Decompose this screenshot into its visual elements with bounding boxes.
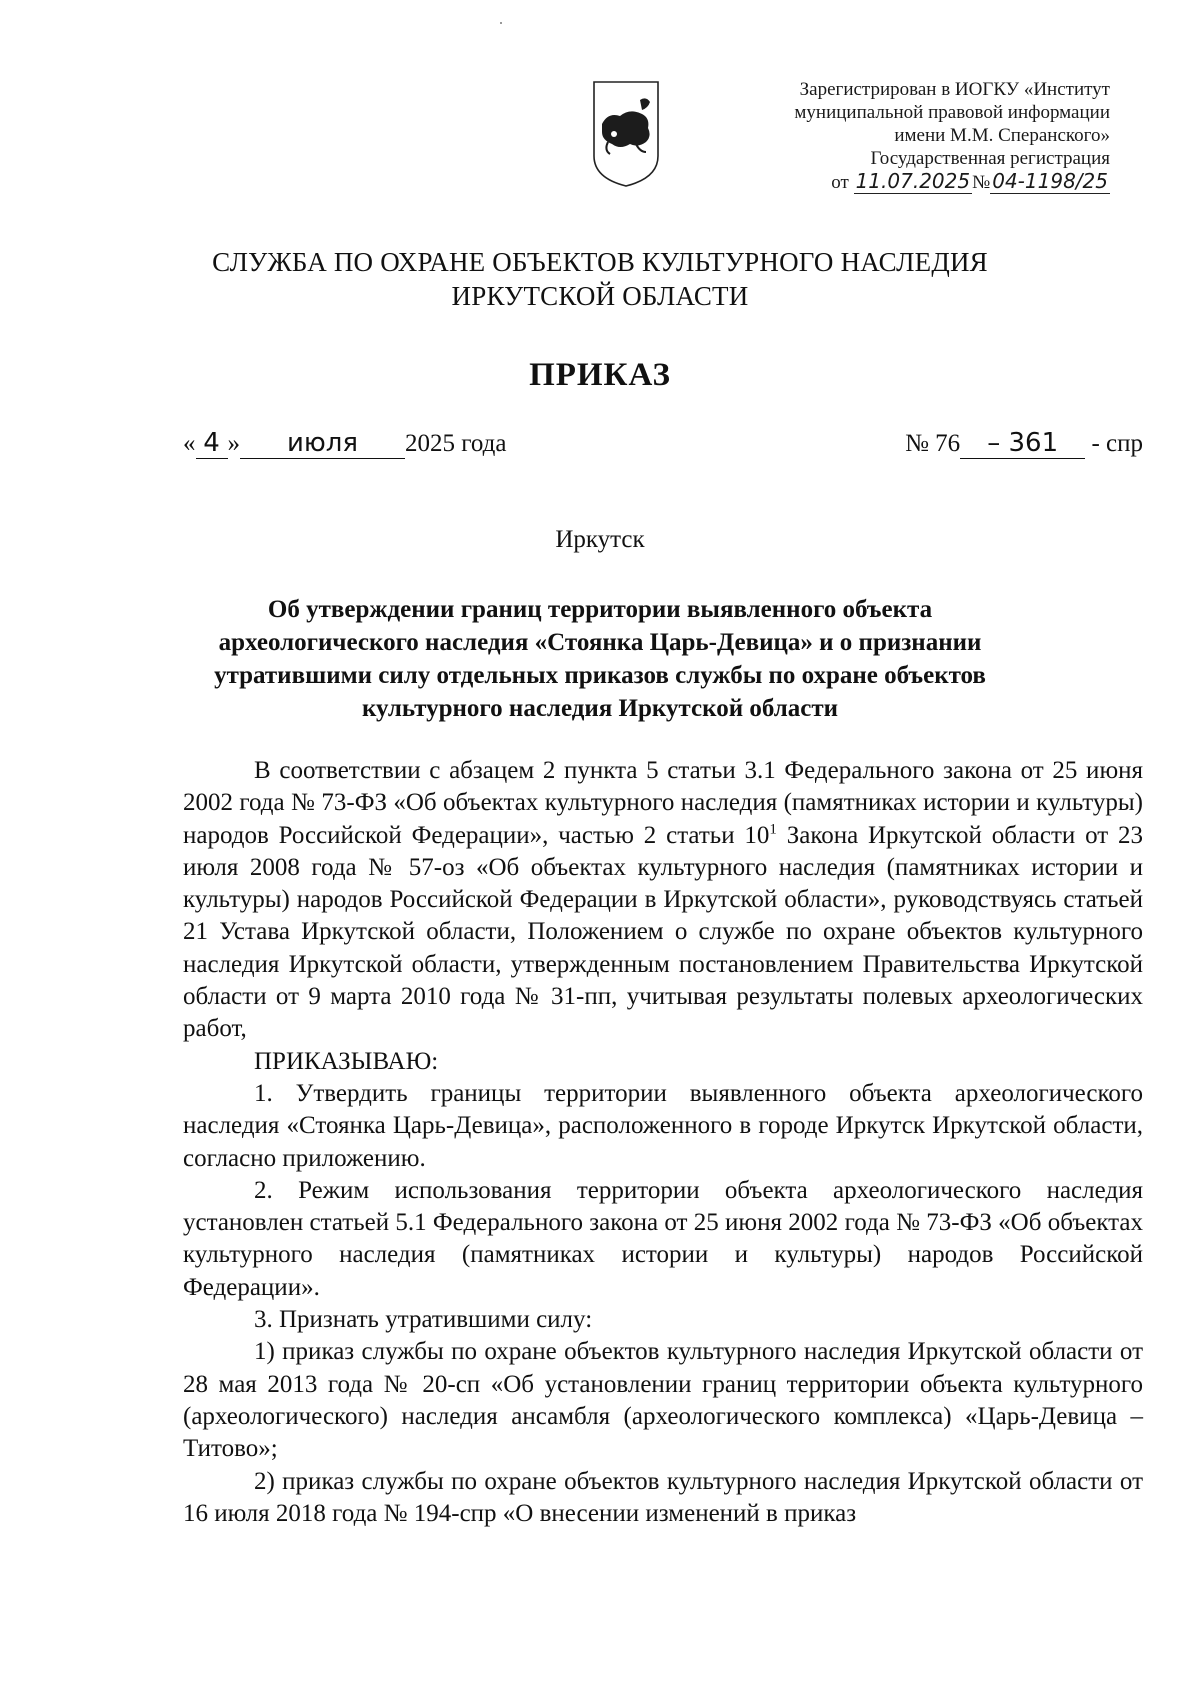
paragraph-preamble: [183, 755, 1143, 1046]
agency-line-2: ИРКУТСКОЙ ОБЛАСТИ: [451, 281, 749, 311]
document-type: ПРИКАЗ: [529, 357, 671, 393]
agency-line-1: СЛУЖБА ПО ОХРАНЕ ОБЪЕКТОВ КУЛЬТУРНОГО НАСЛЕДИЯ: [212, 247, 988, 277]
registration-line-1: Зарегистрирован в ИОГКУ «Институт: [799, 79, 1110, 100]
paragraph-item-3: 3. Признать утратившими силу:: [254, 1306, 593, 1334]
paragraph-item-3-1: 1) приказ службы по охране объектов культурного наследия Иркутской области от 28 мая 2013 года № 20-сп «Об установлении границ территории объекта культурного (археологического) наследия ансамбля (археологического комплекса) «Царь-Девица – Титово»;: [183, 1338, 1143, 1463]
order-number-value: – 361: [960, 428, 1085, 459]
registration-stamp: [730, 78, 1110, 194]
date-month: июля: [240, 428, 405, 459]
date-day: 4: [196, 428, 228, 459]
registration-date: 11.07.2025: [855, 169, 971, 193]
date-open-quote: «: [183, 430, 196, 457]
paragraph-item-3-2: 2) приказ службы по охране объектов культурного наследия Иркутской области от 16 июля 2018 года № 194-спр «О внесении изменений в приказ: [183, 1467, 1143, 1527]
paragraph-item-2: 2. Режим использования территории объекта археологического наследия установлен статьей 5.1 Федерального закона от 25 июня 2002 года № 73-ФЗ «Об объектах культурного наследия (памятниках истории и культуры) народов Российской Федерации».: [183, 1176, 1143, 1301]
registration-line-4: Государственная регистрация: [870, 148, 1110, 169]
preamble-superscript: 1: [769, 821, 777, 838]
agency-name: [0, 245, 1200, 313]
preamble-part-2: Закона Иркутской области от 23 июля 2008 года № 57-оз «Об объектах культурного наследия (памятниках истории и культуры) народов Российской Федерации в Иркутской области», руководствуясь статьей 21 Устава Иркутской области, Положением о службе по охране объектов культурного наследия Иркутской области, утвержденным постановлением Правительства Иркутской области от 9 марта 2010 года № 31-пп, учитывая результаты полевых археологических работ,: [183, 821, 1143, 1043]
registration-prefix: от: [831, 172, 849, 193]
document-body: [183, 755, 1143, 1530]
scan-speck: [500, 22, 502, 24]
city: Иркутск: [555, 526, 645, 553]
order-word: ПРИКАЗЫВАЮ:: [254, 1047, 439, 1075]
order-date: [183, 428, 506, 459]
date-number-line: [183, 428, 1143, 468]
registration-line-3: имени М.М. Сперанского»: [894, 125, 1110, 146]
registration-line-2: муниципальной правовой информации: [794, 102, 1110, 123]
order-number-prefix: № 76: [905, 430, 961, 457]
paragraph-item-1: 1. Утвердить границы территории выявленного объекта археологического наследия «Стоянка Царь-Девица», расположенного в городе Иркутск Иркутской области, согласно приложению.: [183, 1079, 1143, 1172]
preamble-part-1: В соответствии с абзацем 2 пункта 5 статьи 3.1 Федерального закона от 25 июня 2002 года № 73-ФЗ «Об объектах культурного наследия (памятниках истории и культуры) народов Российской Федерации», частью 2 статьи 10: [183, 757, 1143, 849]
date-year: 2025 года: [405, 430, 507, 457]
document-title: Об утверждении границ территории выявленного объекта археологического наследия «Стоянка Царь-Девица» и о признании утратившими силу отдельных приказов службы по охране объектов культурного наследия Иркутской области: [214, 596, 986, 722]
date-close-quote: »: [227, 430, 240, 457]
order-number: [905, 428, 1143, 459]
registration-number: 04-1198/25: [992, 169, 1108, 193]
order-number-suffix: - спр: [1091, 430, 1143, 457]
registration-number-label: №: [972, 172, 991, 193]
coat-of-arms-icon: [590, 78, 662, 190]
registration-date-line: [730, 170, 1110, 194]
